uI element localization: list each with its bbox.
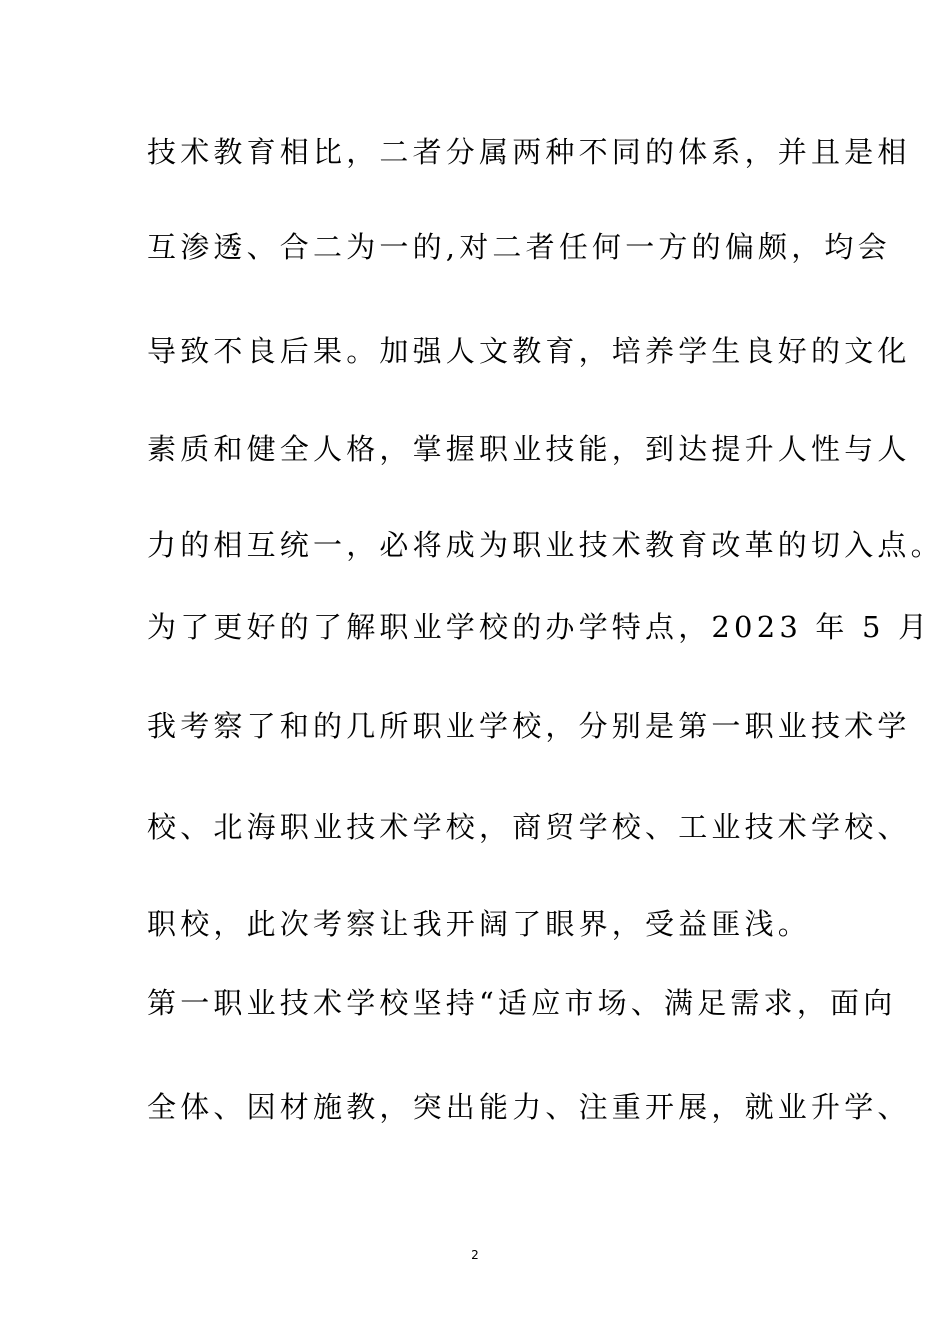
body-text-line: 技术教育相比，二者分属两种不同的体系，并且是相 xyxy=(147,135,911,169)
body-text-line: 导致不良后果。加强人文教育，培养学生良好的文化 xyxy=(147,334,911,368)
body-text-line: 校、北海职业技术学校，商贸学校、工业技术学校、 xyxy=(147,810,911,844)
body-text-line: 职校，此次考察让我开阔了眼界，受益匪浅。 xyxy=(147,907,812,941)
page-number: 2 xyxy=(471,1248,479,1262)
body-text-line: 为了更好的了解职业学校的办学特点，2023 年 5 月 xyxy=(147,610,932,644)
body-text-line: 互渗透、合二为一的,对二者任何一方的偏颇，均会 xyxy=(147,230,891,264)
body-text-line: 素质和健全人格，掌握职业技能，到达提升人性与人 xyxy=(147,432,911,466)
body-text-line: 第一职业技术学校坚持“适应市场、满足需求，面向 xyxy=(147,986,897,1020)
body-text-line: 我考察了和的几所职业学校，分别是第一职业技术学 xyxy=(147,709,911,743)
body-text-line: 全体、因材施教，突出能力、注重开展，就业升学、 xyxy=(147,1090,911,1124)
body-text-line: 力的相互统一，必将成为职业技术教育改革的切入点。 xyxy=(147,528,944,562)
